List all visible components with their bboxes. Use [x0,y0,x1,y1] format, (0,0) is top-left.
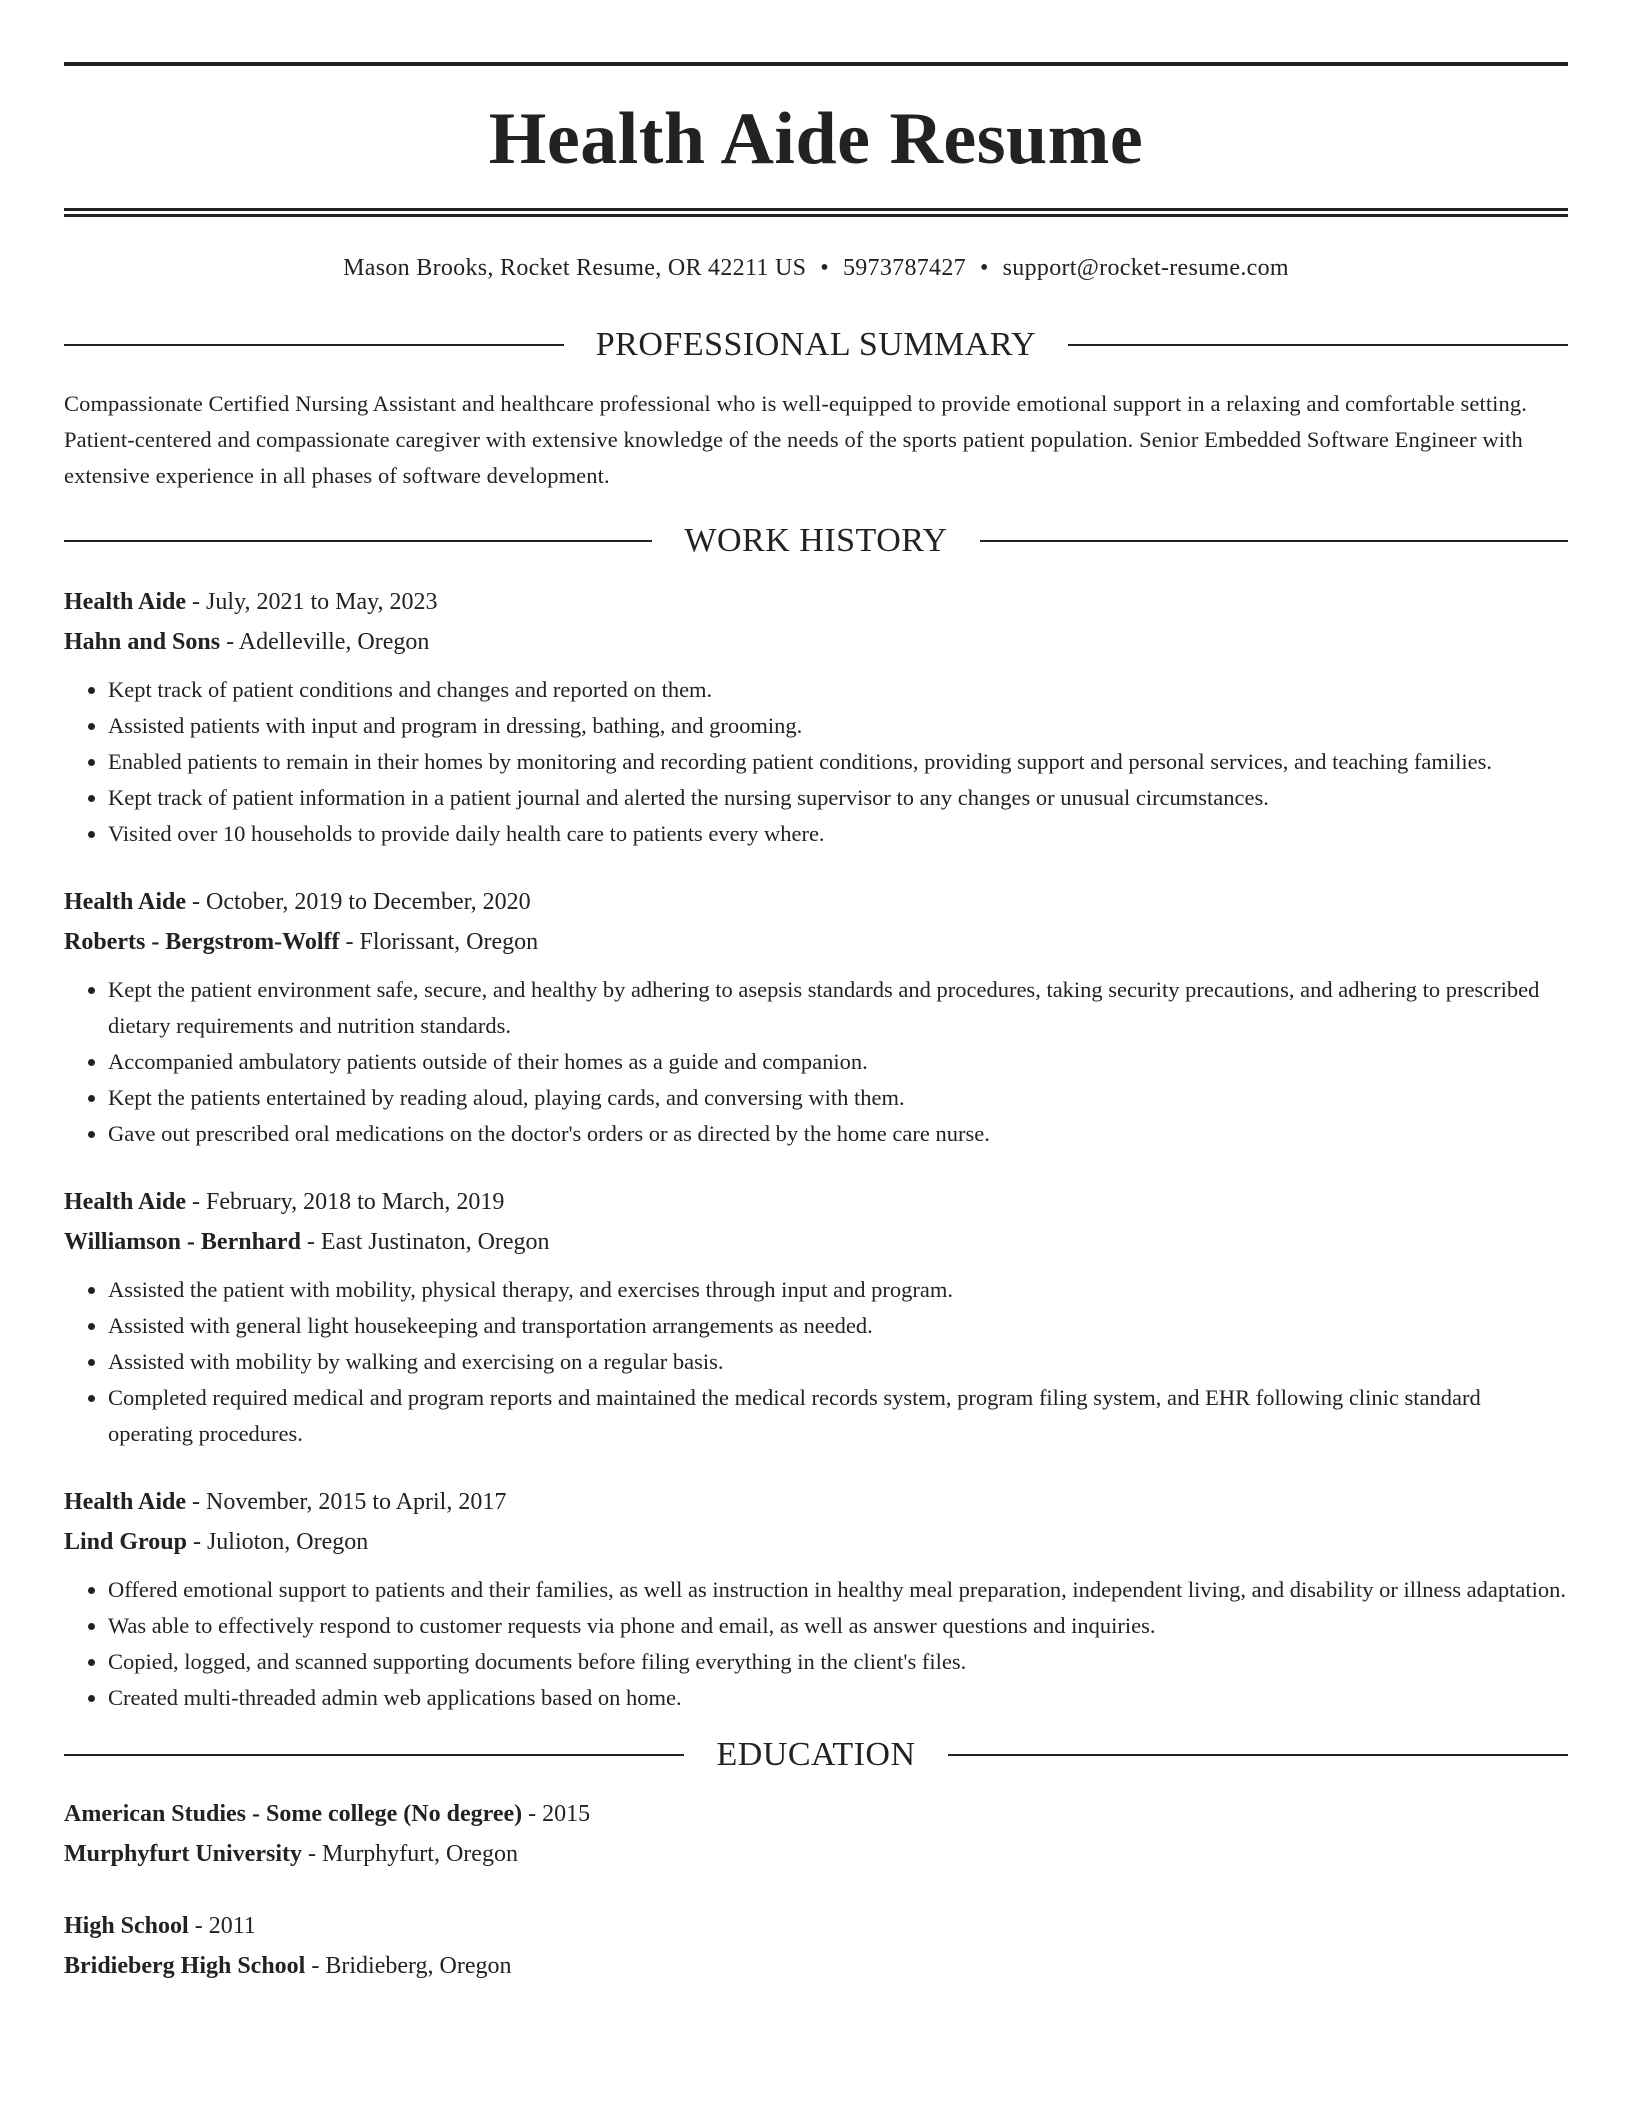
duty-item: • Kept the patient environment safe, secure, and healthy by adhering to asepsis standards and procedures, taking security precautions, and adhering to prescribed dietary requirements and nutrition standards. [108,972,1568,1044]
education-school-line [64,1946,1568,1986]
duty-item: • Kept the patients entertained by reading aloud, playing cards, and conversing with them. [108,1080,1568,1116]
duty-item: • Kept track of patient conditions and changes and reported on them. [108,672,1568,708]
job-duties-list [64,672,1568,852]
duty-item: • Enabled patients to remain in their homes by monitoring and recording patient conditions, providing support and personal services, and teaching families. [108,744,1568,780]
summary-section-header [64,328,1568,362]
education-degree: American Studies - Some college (No degree) [64,1801,523,1828]
job-employer: Williamson - Bernhard [64,1229,301,1256]
education-degree-line [64,1794,1568,1834]
education-school: Bridieberg High School [64,1953,306,1980]
job-title-line [64,1182,1568,1222]
education-school-line [64,1834,1568,1874]
education-degree: High School [64,1913,189,1940]
resume-page [64,0,1568,1986]
duty-item: • Assisted the patient with mobility, physical therapy, and exercises through input and program. [108,1272,1568,1308]
job-employer-line [64,1522,1568,1562]
work-heading: WORK HISTORY [684,522,948,560]
contact-separator: • [979,255,989,281]
job-duties-list [64,972,1568,1152]
summary-text: Compassionate Certified Nursing Assistant and healthcare professional who is well-equipped to provide emotional support in a relaxing and comfortable setting. Patient-centered and compassionate caregiver with extensive knowledge of the needs of the sports patient population. Senior Embedded Software Engineer with extensive experience in all phases of software development. [64,391,1527,489]
duty-item: • Copied, logged, and scanned supporting documents before filing everything in the client's files. [108,1644,1568,1680]
duty-item: • Kept track of patient information in a patient journal and alerted the nursing supervisor to any changes or unusual circumstances. [108,780,1568,816]
job-title: Health Aide [64,889,187,916]
contact-email: support@rocket-resume.com [1002,255,1289,281]
title-double-rule [64,208,1568,217]
job-title-line [64,882,1568,922]
job-location: - East Justinaton, Oregon [300,1229,550,1256]
job-employer-line [64,1222,1568,1262]
work-section-header [64,524,1568,558]
section-rule-left [64,344,564,346]
education-location: - Murphyfurt, Oregon [301,1841,518,1868]
education-location: - Bridieberg, Oregon [305,1953,512,1980]
job-entry [64,582,1568,852]
section-rule-left [64,540,652,542]
job-title: Health Aide [64,589,187,616]
job-title: Health Aide [64,1489,187,1516]
contact-address: Mason Brooks, Rocket Resume, OR 42211 US [343,255,807,281]
education-year: - 2011 [188,1913,256,1940]
education-year: - 2015 [522,1801,591,1828]
job-employer: Roberts - Bergstrom-Wolff [64,929,340,956]
job-dates: - November, 2015 to April, 2017 [186,1489,507,1516]
section-rule-right [948,1754,1568,1756]
section-rule-right [980,540,1568,542]
job-employer: Lind Group [64,1529,187,1556]
job-duties-list [64,1572,1568,1716]
section-rule-left [64,1754,684,1756]
duty-item: • Gave out prescribed oral medications on the doctor's orders or as directed by the home care nurse. [108,1116,1568,1152]
job-employer-line [64,922,1568,962]
contact-phone: 5973787427 [842,255,966,281]
top-rule [64,62,1568,66]
duty-item: • Assisted patients with input and program in dressing, bathing, and grooming. [108,708,1568,744]
job-location: - Florissant, Oregon [339,929,539,956]
job-dates: - February, 2018 to March, 2019 [186,1189,505,1216]
job-title: Health Aide [64,1189,187,1216]
duty-item: • Completed required medical and program reports and maintained the medical records system, program filing system, and EHR following clinic standard operating procedures. [108,1380,1568,1452]
duty-item: • Was able to effectively respond to customer requests via phone and email, as well as answer questions and inquiries. [108,1608,1568,1644]
duty-item: • Assisted with general light housekeeping and transportation arrangements as needed. [108,1308,1568,1344]
education-entry [64,1794,1568,1874]
contact-line [64,253,1568,284]
contact-separator: • [820,255,829,281]
duty-item: • Created multi-threaded admin web applications based on home. [108,1680,1568,1716]
job-employer-line [64,622,1568,662]
education-section-header [64,1738,1568,1772]
job-employer: Hahn and Sons [64,629,221,656]
job-location: - Julioton, Oregon [186,1529,369,1556]
duty-item: • Visited over 10 households to provide daily health care to patients every where. [108,816,1568,852]
resume-title: Health Aide Resume [488,98,1144,180]
job-title-line [64,1482,1568,1522]
education-heading: EDUCATION [716,1736,916,1774]
education-school: Murphyfurt University [64,1841,302,1868]
education-entry [64,1906,1568,1986]
job-dates: - October, 2019 to December, 2020 [186,889,531,916]
job-dates: - July, 2021 to May, 2023 [186,589,438,616]
job-title-line [64,582,1568,622]
job-entry [64,882,1568,1152]
job-duties-list [64,1272,1568,1452]
job-entry [64,1482,1568,1716]
summary-heading: PROFESSIONAL SUMMARY [595,326,1037,364]
section-rule-right [1068,344,1568,346]
duty-item: • Accompanied ambulatory patients outside of their homes as a guide and companion. [108,1044,1568,1080]
job-location: - Adelleville, Oregon [220,629,430,656]
education-degree-line [64,1906,1568,1946]
duty-item: • Offered emotional support to patients and their families, as well as instruction in healthy meal preparation, independent living, and disability or illness adaptation. [108,1572,1568,1608]
job-entry [64,1182,1568,1452]
duty-item: • Assisted with mobility by walking and exercising on a regular basis. [108,1344,1568,1380]
